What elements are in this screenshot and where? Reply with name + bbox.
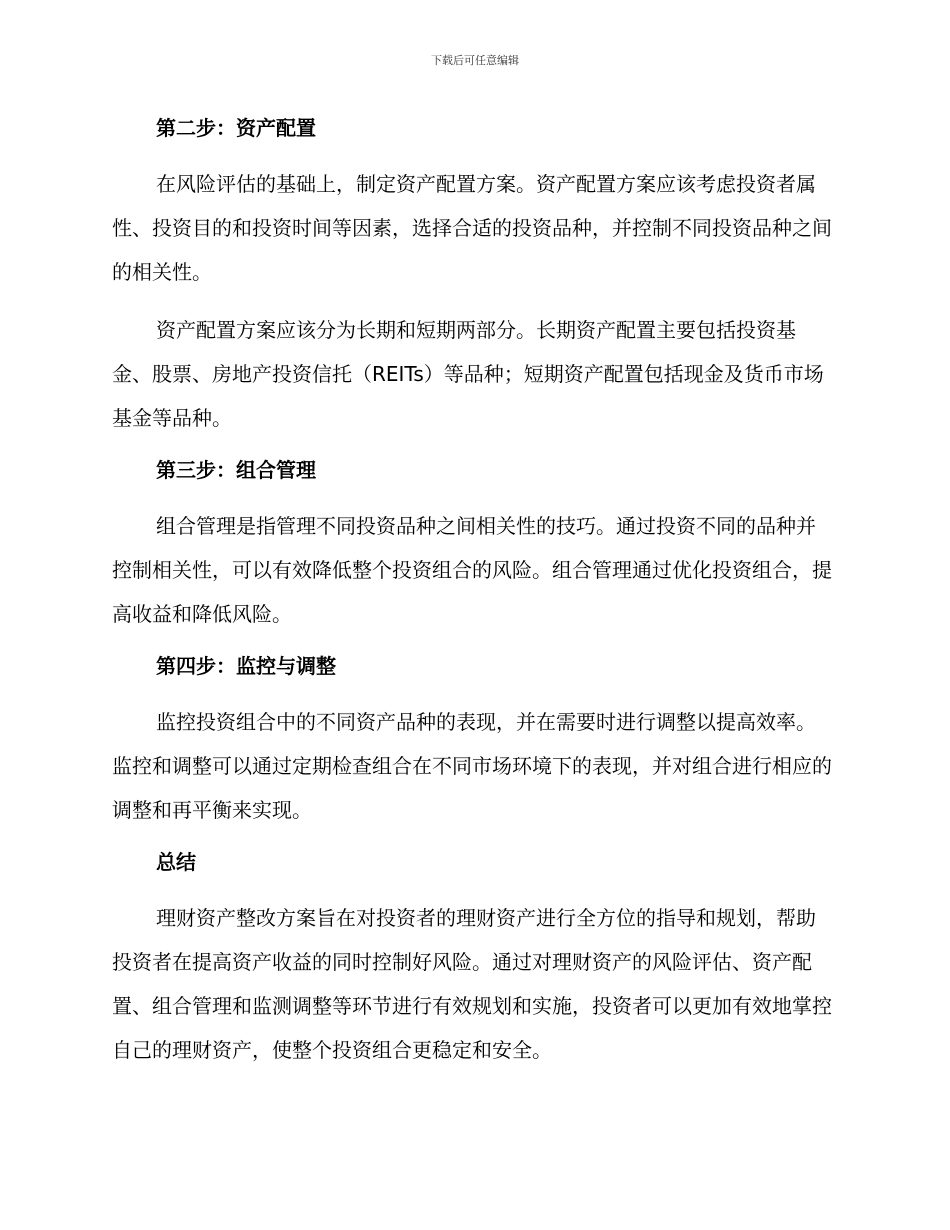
section-summary [112,846,834,1072]
section-heading: 第三步：组合管理 [156,458,316,482]
header-note: 下载后可任意编辑 [431,54,519,67]
document-body [112,112,834,1086]
paragraph: 监控投资组合中的不同资产品种的表现，并在需要时进行调整以提高效率。监控和调整可以通过定期检查组合在不同市场环境下的表现，并对组合进行相应的调整和再平衡来实现。 [112,710,832,822]
section-heading: 总结 [156,850,196,874]
section-heading: 第二步：资产配置 [156,116,316,140]
paragraph: 组合管理是指管理不同投资品种之间相关性的技巧。通过投资不同的品种并控制相关性，可以有效降低整个投资组合的风险。组合管理通过优化投资组合，提高收益和降低风险。 [112,514,832,626]
paragraph: 在风险评估的基础上，制定资产配置方案。资产配置方案应该考虑投资者属性、投资目的和投资时间等因素，选择合适的投资品种，并控制不同投资品种之间的相关性。 [112,172,832,284]
section-portfolio-management [112,454,834,636]
paragraph: 资产配置方案应该分为长期和短期两部分。长期资产配置主要包括投资基金、股票、房地产投资信托（REITs）等品种；短期资产配置包括现金及货币市场基金等品种。 [112,318,824,430]
paragraph: 理财资产整改方案旨在对投资者的理财资产进行全方位的指导和规划，帮助投资者在提高资产收益的同时控制好风险。通过对理财资产的风险评估、资产配置、组合管理和监测调整等环节进行有效规划和实施，投资者可以更加有效地掌控自己的理财资产，使整个投资组合更稳定和安全。 [112,906,832,1062]
section-asset-allocation [112,112,834,440]
section-heading: 第四步：监控与调整 [156,654,336,678]
section-monitor-adjust [112,650,834,832]
